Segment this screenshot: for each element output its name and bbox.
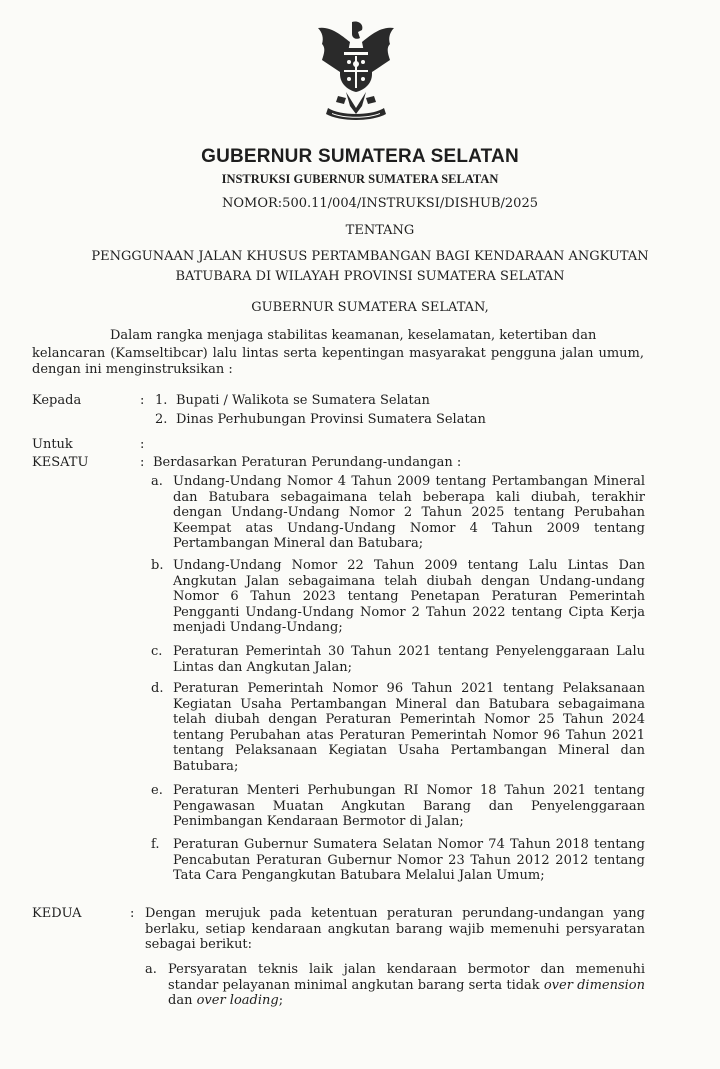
kesatu-item-f: Peraturan Gubernur Sumatera Selatan Nomor 74 Tahun 2018 tentang Pencabutan Peraturan Gubernur Nomor 23 Tahun 2012 2012 tentang Tata Cara Pengangkutan Batubara Melalui Jalan Umum; xyxy=(173,837,645,883)
kesatu-item-letter: d. xyxy=(151,681,164,696)
kedua-paragraph: Dengan merujuk pada ketentuan peraturan perundang-undangan yang berlaku, setiap kendaraan angkutan barang wajib memenuhi persyaratan sebagai berikut: xyxy=(145,906,645,952)
intro-first-line: Dalam rangka menjaga stabilitas keamanan, keselamatan, ketertiban dan xyxy=(110,328,597,343)
kepada-colon: : xyxy=(140,393,145,408)
subject-line-2: BATUBARA DI WILAYAH PROVINSI SUMATERA SELATAN xyxy=(175,269,565,284)
kedua-item-a xyxy=(168,962,645,1009)
kedua-item-a-text: Persyaratan teknis laik jalan kendaraan bermotor dan memenuhi standar pelayanan minimal angkutan barang serta tidak xyxy=(168,962,645,993)
kesatu-intro: Berdasarkan Peraturan Perundang-undangan : xyxy=(153,455,462,470)
kesatu-item-letter: a. xyxy=(151,474,163,489)
kedua-item-a-end: ; xyxy=(278,993,284,1008)
kesatu-item-letter: f. xyxy=(151,837,160,852)
kedua-item-letter: a. xyxy=(145,962,157,977)
kepada-label: Kepada xyxy=(32,393,82,408)
kepada-item-num: 2. xyxy=(155,412,168,427)
kesatu-item-e: Peraturan Menteri Perhubungan RI Nomor 18 Tahun 2021 tentang Pengawasan Muatan Angkutan Barang dan Penyelenggaraan Penimbangan Kendaraan Bermotor di Jalan; xyxy=(173,783,645,829)
subject-line-1: PENGGUNAAN JALAN KHUSUS PERTAMBANGAN BAGI KENDARAAN ANGKUTAN xyxy=(91,249,649,264)
kepada-item: Bupati / Walikota se Sumatera Selatan xyxy=(176,393,430,408)
kesatu-item-letter: e. xyxy=(151,783,163,798)
governor-title: GUBERNUR SUMATERA SELATAN xyxy=(201,146,519,167)
kedua-item-a-conj: dan xyxy=(168,993,193,1008)
kesatu-item-b: Undang-Undang Nomor 22 Tahun 2009 tentang Lalu Lintas Dan Angkutan Jalan sebagaimana telah diubah dengan Undang-undang Nomor 6 Tahun 2023 tentang Penetapan Peraturan Pemerintah Pengganti Undang-Undang Nomor 2 Tahun 2022 tentang Cipta Kerja menjadi Undang-Undang; xyxy=(173,558,645,635)
garuda-emblem-icon xyxy=(300,18,412,130)
kedua-colon: : xyxy=(130,906,135,921)
kesatu-label: KESATU xyxy=(32,455,89,470)
term-over-dimension: over dimension xyxy=(543,977,645,993)
kesatu-item-d: Peraturan Pemerintah Nomor 96 Tahun 2021 tentang Pelaksanaan Kegiatan Usaha Pertambangan Mineral dan Batubara sebagaimana telah diubah dengan Peraturan Pemerintah Nomor 25 Tahun 2024 tentang Perubahan atas Peraturan Pemerintah Nomor 96 Tahun 2021 tentang Pelaksanaan Kegiatan Usaha Pertambangan Mineral dan Batubara; xyxy=(173,681,645,774)
kepada-item: Dinas Perhubungan Provinsi Sumatera Selatan xyxy=(176,412,486,427)
kesatu-item-letter: b. xyxy=(151,558,164,573)
kesatu-item-letter: c. xyxy=(151,644,163,659)
intro-paragraph: kelancaran (Kamseltibcar) lalu lintas serta kepentingan masyarakat pengguna jalan umum, dengan ini menginstruksikan : xyxy=(32,346,644,377)
term-over-loading: over loading xyxy=(196,993,279,1008)
kesatu-item-c: Peraturan Pemerintah 30 Tahun 2021 tentang Penyelenggaraan Lalu Lintas dan Angkutan Jalan; xyxy=(173,644,645,675)
kepada-item-num: 1. xyxy=(155,393,168,408)
signatory-heading: GUBERNUR SUMATERA SELATAN, xyxy=(251,300,489,315)
kedua-label: KEDUA xyxy=(32,906,82,921)
kesatu-item-a: Undang-Undang Nomor 4 Tahun 2009 tentang Pertambangan Mineral dan Batubara sebagaimana telah beberapa kali diubah, terakhir dengan Undang-Undang Nomor 2 Tahun 2025 tentang Perubahan Keempat atas Undang-Undang Nomor 4 Tahun 2009 tentang Pertambangan Mineral dan Batubara; xyxy=(173,474,645,551)
kesatu-colon: : xyxy=(140,455,145,470)
instruction-title: INSTRUKSI GUBERNUR SUMATERA SELATAN xyxy=(221,172,499,186)
untuk-colon: : xyxy=(140,437,145,452)
tentang-heading: TENTANG xyxy=(345,223,415,238)
untuk-label: Untuk xyxy=(32,437,73,452)
document-number: NOMOR:500.11/004/INSTRUKSI/DISHUB/2025 xyxy=(222,196,538,211)
